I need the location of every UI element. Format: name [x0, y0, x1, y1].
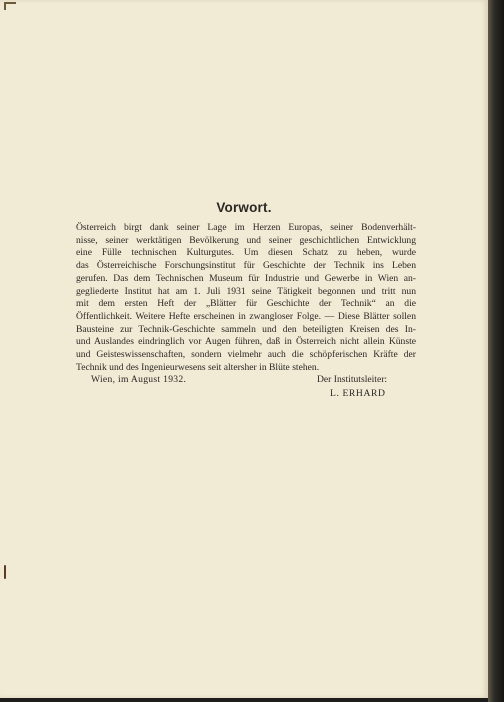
book-spine: [488, 0, 504, 702]
paragraph-line: und Auslandes eindringlich vor Augen führen, daß in Österreich nicht allein Künste: [76, 336, 416, 348]
paragraph-line: Öffentlichkeit. Weitere Hefte erscheinen in zwangloser Folge. — Diese Blätter sollen: [76, 310, 416, 322]
paragraph-line: gerufen. Das dem Technischen Museum für Industrie und Gewerbe in Wien an-: [76, 272, 416, 284]
paragraph-line: Technik und des Ingenieurwesens seit altersher in Blüte stehen.: [76, 361, 320, 373]
page-title: Vorwort.: [216, 200, 272, 215]
place-date: Wien, im August 1932.: [91, 374, 187, 385]
paragraph-line: Bausteine zur Technik-Geschichte sammeln und den beteiligten Kreisen des In-: [76, 323, 416, 335]
paragraph-line: gegliederte Institut hat am 1. Juli 1931 seine Tätigkeit begonnen und tritt nun: [76, 285, 416, 297]
paragraph-line: nisse, seiner werktätigen Bevölkerung und seiner geschichtlichen Entwicklung: [76, 234, 416, 246]
paragraph-line: das Österreichische Forschungsinstitut für Geschichte der Technik ins Leben: [76, 260, 416, 272]
paragraph-line: eine Fülle technischen Kulturgutes. Um diesen Schatz zu heben, wurde: [76, 247, 416, 259]
paragraph-line: mit dem ersten Heft der „Blätter für Geschichte der Technik“ an die: [76, 298, 416, 310]
signature-title: Der Institutsleiter:: [317, 374, 388, 385]
signature-name: L. ERHARD: [330, 388, 386, 399]
foreword-paragraph: [76, 222, 416, 374]
page-edge-mark: [4, 565, 6, 579]
page-corner-mark: [4, 2, 16, 10]
paragraph-line: und Geisteswissenschaften, sondern vielmehr auch die schöpferischen Kräfte der: [76, 349, 416, 361]
paragraph-line: Österreich birgt dank seiner Lage im Herzen Europas, seiner Bodenverhält-: [76, 222, 416, 233]
